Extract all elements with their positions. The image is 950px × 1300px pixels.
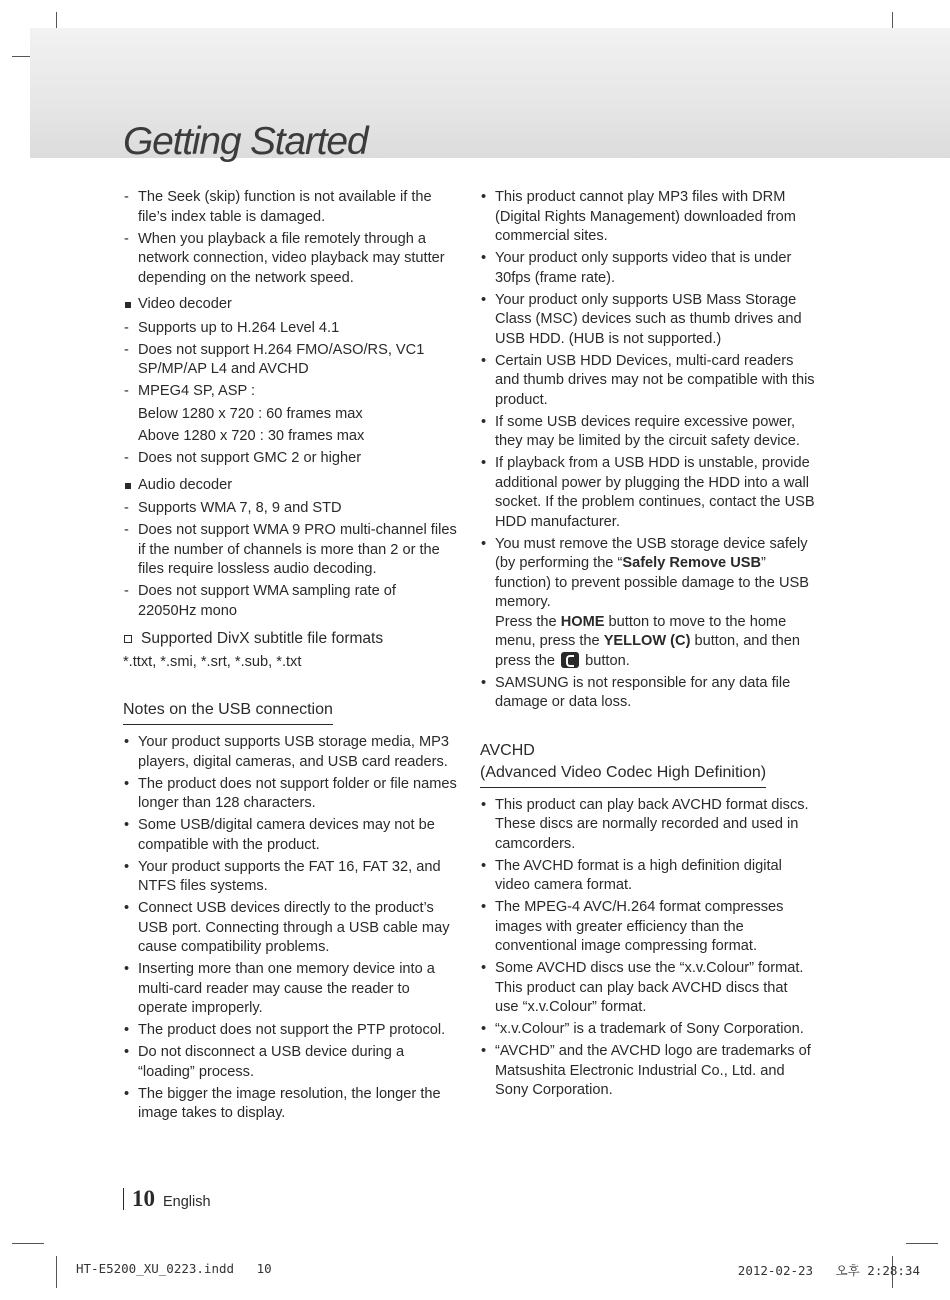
list-item: - Does not support WMA 9 PRO multi-channel files if the number of channels is more than 2 or the files require lossless audio decoding. <box>123 521 458 580</box>
yellow-button-label: YELLOW (C) <box>603 633 691 649</box>
list-item: • Do not disconnect a USB device during a “loading” process. <box>123 1043 458 1082</box>
list-item: - Does not support GMC 2 or higher <box>123 449 458 469</box>
list-item <box>123 382 458 447</box>
list-item: • If playback from a USB HDD is unstable, provide additional power by plugging the HDD into a wall socket. If the problem continues, contact the USB HDD manufacturer. <box>480 454 815 532</box>
list-item: - The Seek (skip) function is not available if the file’s index table is damaged. <box>123 188 458 227</box>
date-slug: 2012-02-23 오후 2:28:34 <box>737 1263 920 1278</box>
video-decoder-heading: Video decoder <box>123 295 458 315</box>
list-item: • Your product only supports USB Mass Storage Class (MSC) devices such as thumb drives and USB HDD. (HUB is not supported.) <box>480 291 815 350</box>
list-item: - When you playback a file remotely through a network connection, video playback may stutter depending on the network speed. <box>123 230 458 289</box>
list-item: • The AVCHD format is a high definition digital video camera format. <box>480 857 815 896</box>
avchd-heading: AVCHD <box>480 741 535 759</box>
list-item: • Some AVCHD discs use the “x.v.Colour” format. This product can play back AVCHD discs that use “x.v.Colour” format. <box>480 959 815 1018</box>
crop-mark <box>906 1243 938 1244</box>
mpeg4-line: Above 1280 x 720 : 30 frames max <box>138 428 365 444</box>
list-item: • “AVCHD” and the AVCHD logo are trademarks of Matsushita Electronic Industrial Co., Ltd. and Sony Corporation. <box>480 1042 815 1101</box>
usb-notes-heading: Notes on the USB connection <box>123 699 333 725</box>
list-item: • “x.v.Colour” is a trademark of Sony Corporation. <box>480 1020 815 1040</box>
mpeg4-line: Below 1280 x 720 : 60 frames max <box>138 405 363 422</box>
list-item: - Does not support H.264 FMO/ASO/RS, VC1 SP/MP/AP L4 and AVCHD <box>123 341 458 380</box>
list-item: • Certain USB HDD Devices, multi-card readers and thumb drives may not be compatible with this product. <box>480 352 815 411</box>
right-column <box>480 188 815 1103</box>
list-item: - Supports up to H.264 Level 4.1 <box>123 319 458 339</box>
divx-heading: Supported DivX subtitle file formats <box>123 629 458 649</box>
divx-formats: *.ttxt, *.smi, *.srt, *.sub, *.txt <box>123 653 302 670</box>
list-item: • The MPEG-4 AVC/H.264 format compresses images with greater efficiency than the conventional image compressing format. <box>480 898 815 957</box>
crop-mark <box>56 1256 57 1288</box>
list-item: • Your product only supports video that is under 30fps (frame rate). <box>480 249 815 288</box>
list-item: • This product cannot play MP3 files with DRM (Digital Rights Management) downloaded from commercial sites. <box>480 188 815 247</box>
list-item: • If some USB devices require excessive power, they may be limited by the circuit safety device. <box>480 413 815 452</box>
home-button-label: HOME <box>560 613 605 630</box>
audio-decoder-heading: Audio decoder <box>123 476 458 496</box>
list-item: • The product does not support the PTP protocol. <box>123 1021 458 1041</box>
list-item: • Inserting more than one memory device into a multi-card reader may cause the reader to operate improperly. <box>123 960 458 1019</box>
list-item: - Does not support WMA sampling rate of 22050Hz mono <box>123 582 458 621</box>
avchd-subheading: (Advanced Video Codec High Definition) <box>480 762 766 788</box>
mpeg4-label: - MPEG4 SP, ASP : <box>138 383 256 399</box>
list-item: • The bigger the image resolution, the longer the image takes to display. <box>123 1085 458 1124</box>
list-item: • Connect USB devices directly to the product’s USB port. Connecting through a USB cable may cause compatibility problems. <box>123 899 458 958</box>
list-item: • The product does not support folder or file names longer than 128 characters. <box>123 775 458 814</box>
list-item: - Supports WMA 7, 8, 9 and STD <box>123 499 458 519</box>
list-item: • Your product supports the FAT 16, FAT 32, and NTFS files systems. <box>123 858 458 897</box>
page-footer <box>123 1186 211 1212</box>
page-language: English <box>163 1194 211 1210</box>
safe-remove-item: • You must remove the USB storage device safely (by performing the “Safely Remove USB” function) to prevent possible damage to the USB memory. Press the HOME button to move to the home menu, press the YELLOW (C) button, and then press the button. <box>480 535 815 672</box>
list-item: • SAMSUNG is not responsible for any data file damage or data loss. <box>480 674 815 713</box>
page-title: Getting Started <box>123 120 368 163</box>
footer-divider <box>123 1188 124 1210</box>
tools-icon <box>561 652 579 668</box>
page-number: 10 <box>132 1186 155 1211</box>
list-item: • Some USB/digital camera devices may not be compatible with the product. <box>123 816 458 855</box>
left-column <box>123 188 458 1126</box>
crop-mark <box>12 1243 44 1244</box>
list-item: • Your product supports USB storage media, MP3 players, digital cameras, and USB card readers. <box>123 733 458 772</box>
file-slug: HT-E5200_XU_0223.indd 10 <box>76 1261 272 1276</box>
safely-remove-label: Safely Remove USB <box>622 555 762 571</box>
list-item: • This product can play back AVCHD format discs. These discs are normally recorded and used in camcorders. <box>480 796 815 855</box>
